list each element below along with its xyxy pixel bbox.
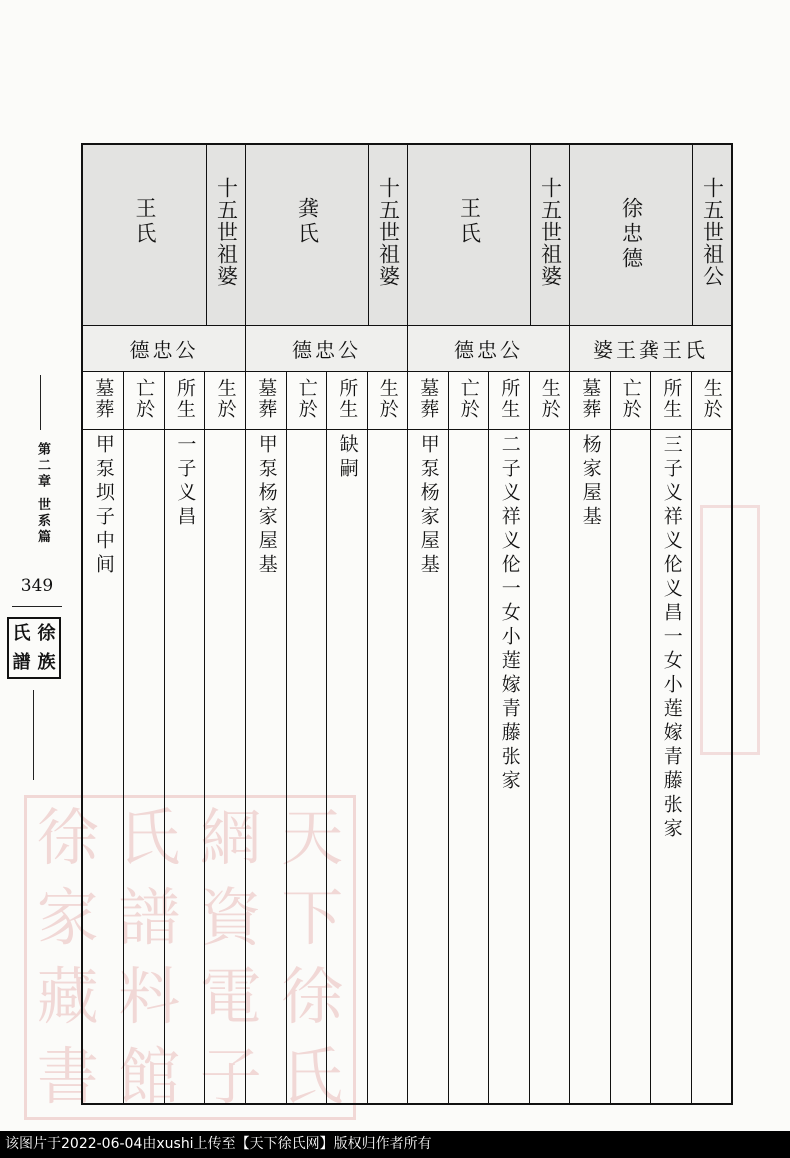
column-header: [408, 372, 448, 430]
content-text: 三子义祥义伦义昌一女小莲嫁青藤张家: [660, 434, 683, 842]
generation-label: 十五世祖公: [700, 177, 725, 287]
header-label: 生於: [376, 378, 399, 420]
column-content: [287, 430, 327, 1103]
detail-column-died: [286, 372, 327, 1103]
content-text: 二子义祥义伦一女小莲嫁青藤张家: [498, 434, 521, 794]
header-label: 亡於: [295, 378, 318, 420]
column-header: [368, 372, 408, 430]
spouse-row: 德忠公: [83, 326, 245, 372]
name-cell: [408, 145, 530, 325]
detail-column-children: [326, 372, 367, 1103]
spouse-row: 婆王龚王氏: [570, 326, 731, 372]
person-column: [569, 145, 731, 1103]
person-column: [245, 145, 407, 1103]
person-header: [570, 145, 731, 326]
seal-glyph: 電: [199, 960, 262, 1034]
person-column: [83, 145, 245, 1103]
person-name: 徐忠德: [619, 197, 644, 272]
header-label: 所生: [173, 378, 196, 420]
header-label: 亡於: [619, 378, 642, 420]
column-content: [124, 430, 164, 1103]
column-header: [611, 372, 651, 430]
detail-column-died: [610, 372, 651, 1103]
header-label: 墓葬: [417, 378, 440, 420]
spouse-row: 德忠公: [246, 326, 407, 372]
header-label: 生於: [538, 378, 561, 420]
generation-label: 十五世祖婆: [214, 177, 239, 287]
column-header: [165, 372, 205, 430]
column-content: [368, 430, 408, 1103]
person-name: 王氏: [457, 197, 482, 247]
detail-column-died: [123, 372, 164, 1103]
seal-glyph: 館: [118, 1040, 181, 1114]
detail-column-burial: [246, 372, 286, 1103]
column-content: [489, 430, 529, 1103]
column-content: [692, 430, 732, 1103]
detail-column-burial: [570, 372, 610, 1103]
detail-columns: [408, 372, 569, 1103]
person-name: 王氏: [133, 197, 157, 247]
person-header: [408, 145, 569, 326]
generation-cell: [692, 145, 731, 325]
spouse-row: 德忠公: [408, 326, 569, 372]
detail-column-born: [367, 372, 408, 1103]
seal-glyph: 徐: [281, 960, 344, 1034]
column-header: [124, 372, 164, 430]
seal-glyph: 家: [36, 880, 99, 954]
detail-column-burial: [408, 372, 448, 1103]
logo-glyph: 氏: [12, 622, 31, 644]
logo-glyph: 族: [37, 651, 56, 673]
column-content: [165, 430, 205, 1103]
content-text: 甲泵坝子中间: [92, 434, 115, 578]
generation-cell: [368, 145, 407, 325]
detail-column-burial: [83, 372, 123, 1103]
detail-columns: [83, 372, 245, 1103]
person-column: [407, 145, 569, 1103]
detail-column-born: [691, 372, 732, 1103]
column-content: [611, 430, 651, 1103]
seal-glyph: 子: [199, 1040, 262, 1114]
content-text: 甲泵杨家屋基: [417, 434, 440, 578]
header-label: 所生: [336, 378, 359, 420]
header-label: 墓葬: [92, 378, 115, 420]
seal-glyph: 天: [281, 800, 344, 874]
name-cell: [570, 145, 692, 325]
name-cell: [246, 145, 368, 325]
side-rule: [12, 606, 62, 607]
column-header: [489, 372, 529, 430]
seal-glyph: 譜: [118, 880, 181, 954]
column-header: [530, 372, 570, 430]
detail-column-born: [529, 372, 570, 1103]
header-label: 生於: [700, 378, 723, 420]
detail-column-children: [164, 372, 205, 1103]
column-header: [651, 372, 691, 430]
header-label: 生於: [214, 378, 237, 420]
column-header: [449, 372, 489, 430]
genealogy-table: [81, 143, 733, 1105]
logo-glyph: 譜: [12, 651, 31, 673]
generation-cell: [530, 145, 569, 325]
generation-label: 十五世祖婆: [376, 177, 401, 287]
name-cell: [83, 145, 206, 325]
column-content: [327, 430, 367, 1103]
column-content: [530, 430, 570, 1103]
person-name: 龚氏: [295, 197, 320, 247]
header-label: 亡於: [133, 378, 156, 420]
person-header: [83, 145, 245, 326]
column-header: [246, 372, 286, 430]
seal-glyph: 資: [199, 880, 262, 954]
column-content: [205, 430, 245, 1103]
seal-glyph: 網: [199, 800, 262, 874]
detail-column-died: [448, 372, 489, 1103]
header-label: 墓葬: [579, 378, 602, 420]
seal-glyph: 書: [36, 1040, 99, 1114]
column-header: [327, 372, 367, 430]
page-number: 349: [20, 576, 54, 596]
genealogy-logo: [7, 617, 61, 679]
side-divider: [33, 690, 34, 780]
seal-glyph: 徐: [36, 800, 99, 874]
logo-glyph: 徐: [37, 622, 56, 644]
seal-glyph: 料: [118, 960, 181, 1034]
generation-label: 十五世祖婆: [538, 177, 563, 287]
detail-columns: [570, 372, 731, 1103]
column-header: [570, 372, 610, 430]
seal-glyph: 下: [281, 880, 344, 954]
detail-column-children: [488, 372, 529, 1103]
person-header: [246, 145, 407, 326]
upload-notice-bar: 该图片于2022-06-04由xushi上传至【天下徐氏网】版权归作者所有: [0, 1131, 790, 1158]
detail-columns: [246, 372, 407, 1103]
content-text: 甲泵杨家屋基: [255, 434, 278, 578]
header-label: 墓葬: [255, 378, 278, 420]
header-label: 所生: [498, 378, 521, 420]
seal-glyph: 氏: [118, 800, 181, 874]
column-header: [287, 372, 327, 430]
seal-glyph: 氏: [281, 1040, 344, 1114]
column-content: [408, 430, 448, 1103]
column-content: [570, 430, 610, 1103]
generation-cell: [206, 145, 245, 325]
chapter-title: 第二章 世系篇: [35, 442, 50, 546]
side-divider: [40, 375, 41, 430]
column-content: [246, 430, 286, 1103]
content-text: 缺嗣: [336, 434, 359, 482]
column-content: [83, 430, 123, 1103]
content-text: 杨家屋基: [579, 434, 602, 530]
header-label: 所生: [660, 378, 683, 420]
content-text: 一子义昌: [174, 434, 197, 530]
column-header: [83, 372, 123, 430]
detail-column-children: [650, 372, 691, 1103]
column-content: [449, 430, 489, 1103]
detail-column-born: [204, 372, 245, 1103]
header-label: 亡於: [457, 378, 480, 420]
column-content: [651, 430, 691, 1103]
column-header: [205, 372, 245, 430]
column-header: [692, 372, 732, 430]
seal-glyph: 藏: [36, 960, 99, 1034]
